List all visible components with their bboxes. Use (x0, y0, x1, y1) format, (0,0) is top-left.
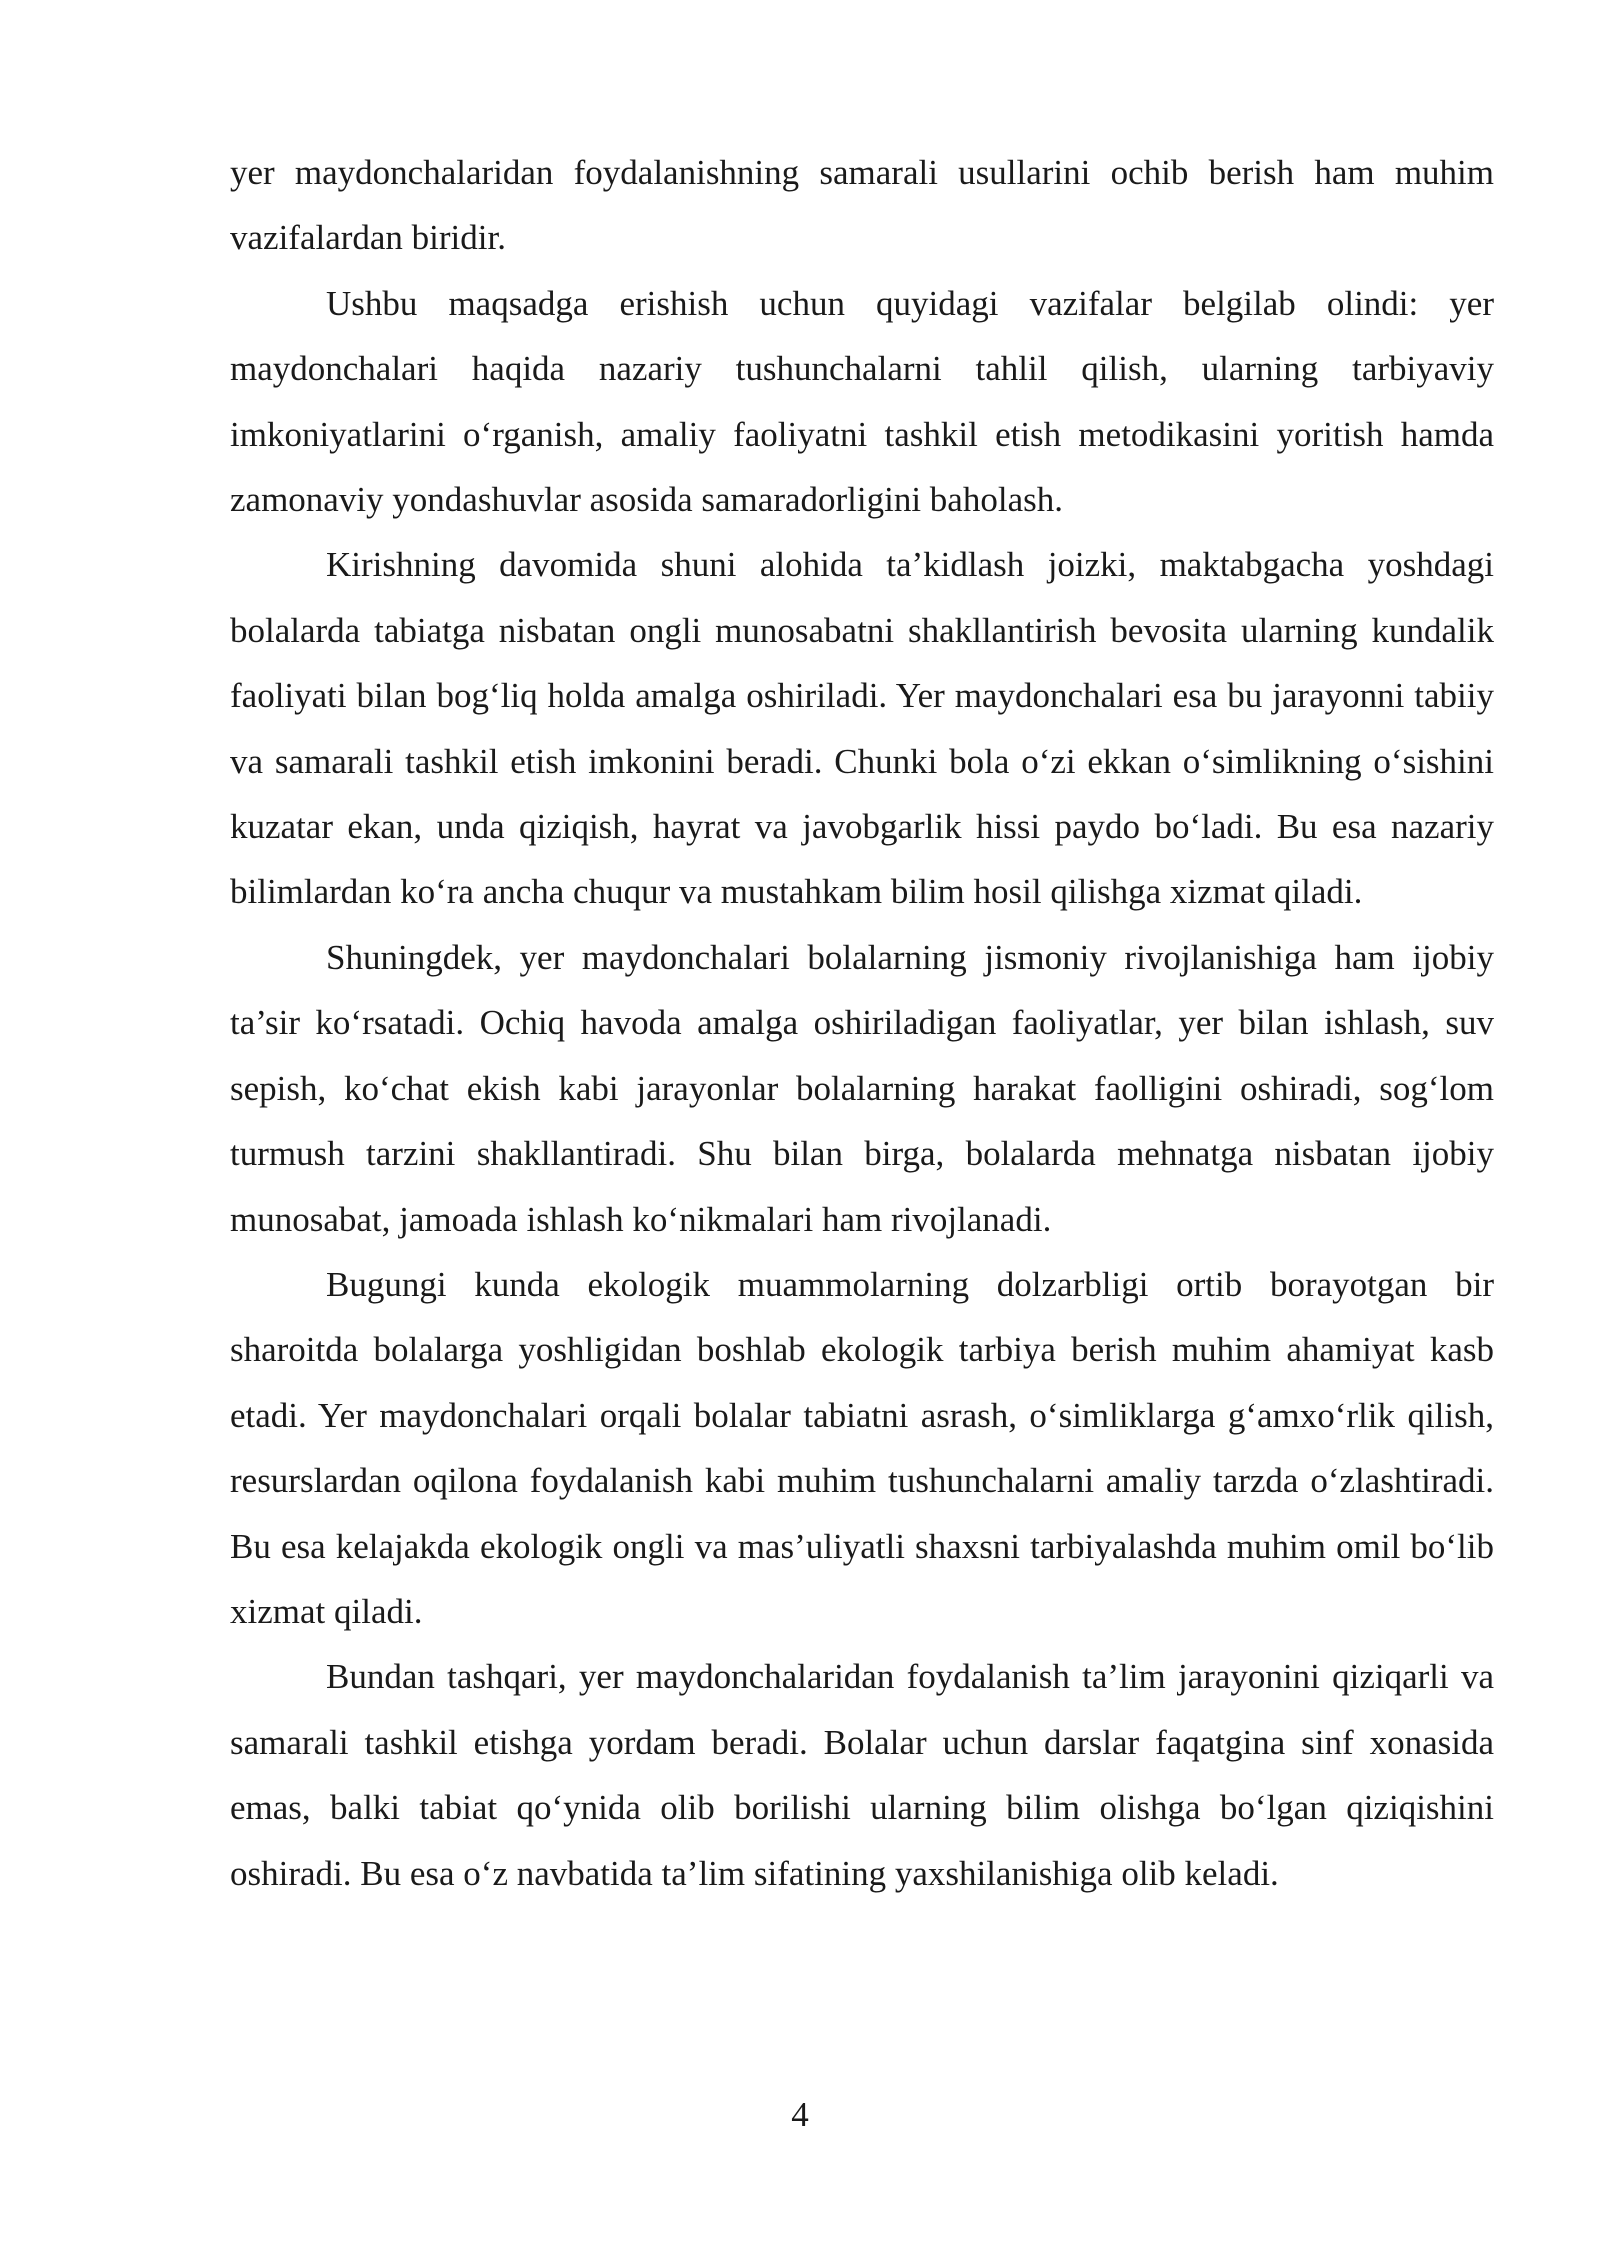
paragraph-tasks: Ushbu maqsadga erishish uchun quyidagi vazifalar belgilab olindi: yer maydonchalari haqida nazariy tushunchalarni tahlil qilish, ularning tarbiyaviy imkoniyatlarini o‘rganish, amaliy faoliyatni tashkil etish metodikasini yoritish hamda zamonaviy yondashuvlar asosida samaradorligini baholash. (230, 283, 1494, 520)
paragraph-physical-development: Shuningdek, yer maydonchalari bolalarning jismoniy rivojlanishiga ham ijobiy ta’sir ko‘rsatadi. Ochiq havoda amalga oshiriladigan faoliyatlar, yer bilan ishlash, suv sepish, ko‘chat ekish kabi jarayonlar bolalarning harakat faolligini oshiradi, sog‘lom turmush tarzini shakllantiradi. Shu bilan birga, bolalarda mehnatga nisbatan ijobiy munosabat, jamoada ishlash ko‘nikmalari ham rivojlanadi. (230, 937, 1494, 1239)
page-number: 4 (791, 2095, 809, 2134)
paragraph-ecological-education: Bugungi kunda ekologik muammolarning dolzarbligi ortib borayotgan bir sharoitda bolalarga yoshligidan boshlab ekologik tarbiya berish muhim ahamiyat kasb etadi. Yer maydonchalari orqali bolalar tabiatni asrash, o‘simliklarga g‘amxo‘rlik qilish, resurslardan oqilona foydalanish kabi muhim tushunchalarni amaliy tarzda o‘zlashtiradi. Bu esa kelajakda ekologik ongli va mas’uliyatli shaxsni tarbiyalashda muhim omil bo‘lib xizmat qiladi. (230, 1264, 1494, 1631)
paragraph-continuation: yer maydonchalaridan foydalanishning samarali usullarini ochib berish ham muhim vazifalardan biridir. (230, 153, 1494, 258)
paragraph-learning-process: Bundan tashqari, yer maydonchalaridan foydalanish ta’lim jarayonini qiziqarli va samarali tashkil etishga yordam beradi. Bolalar uchun darslar faqatgina sinf xonasida emas, balki tabiat qo‘ynida olib borilishi ularning bilim olishga bo‘lgan qiziqishini oshiradi. Bu esa o‘z navbatida ta’lim sifatining yaxshilanishiga olib keladi. (230, 1657, 1494, 1893)
body-text (230, 140, 1494, 1906)
paragraph-intro-continuation: Kirishning davomida shuni alohida ta’kidlash joizki, maktabgacha yoshdagi bolalarda tabiatga nisbatan ongli munosabatni shakllantirish bevosita ularning kundalik faoliyati bilan bog‘liq holda amalga oshiriladi. Yer maydonchalari esa bu jarayonni tabiiy va samarali tashkil etish imkonini beradi. Chunki bola o‘zi ekkan o‘simlikning o‘sishini kuzatar ekan, unda qiziqish, hayrat va javobgarlik hissi paydo bo‘ladi. Bu esa nazariy bilimlardan ko‘ra ancha chuqur va mustahkam bilim hosil qilishga xizmat qiladi. (230, 545, 1494, 912)
